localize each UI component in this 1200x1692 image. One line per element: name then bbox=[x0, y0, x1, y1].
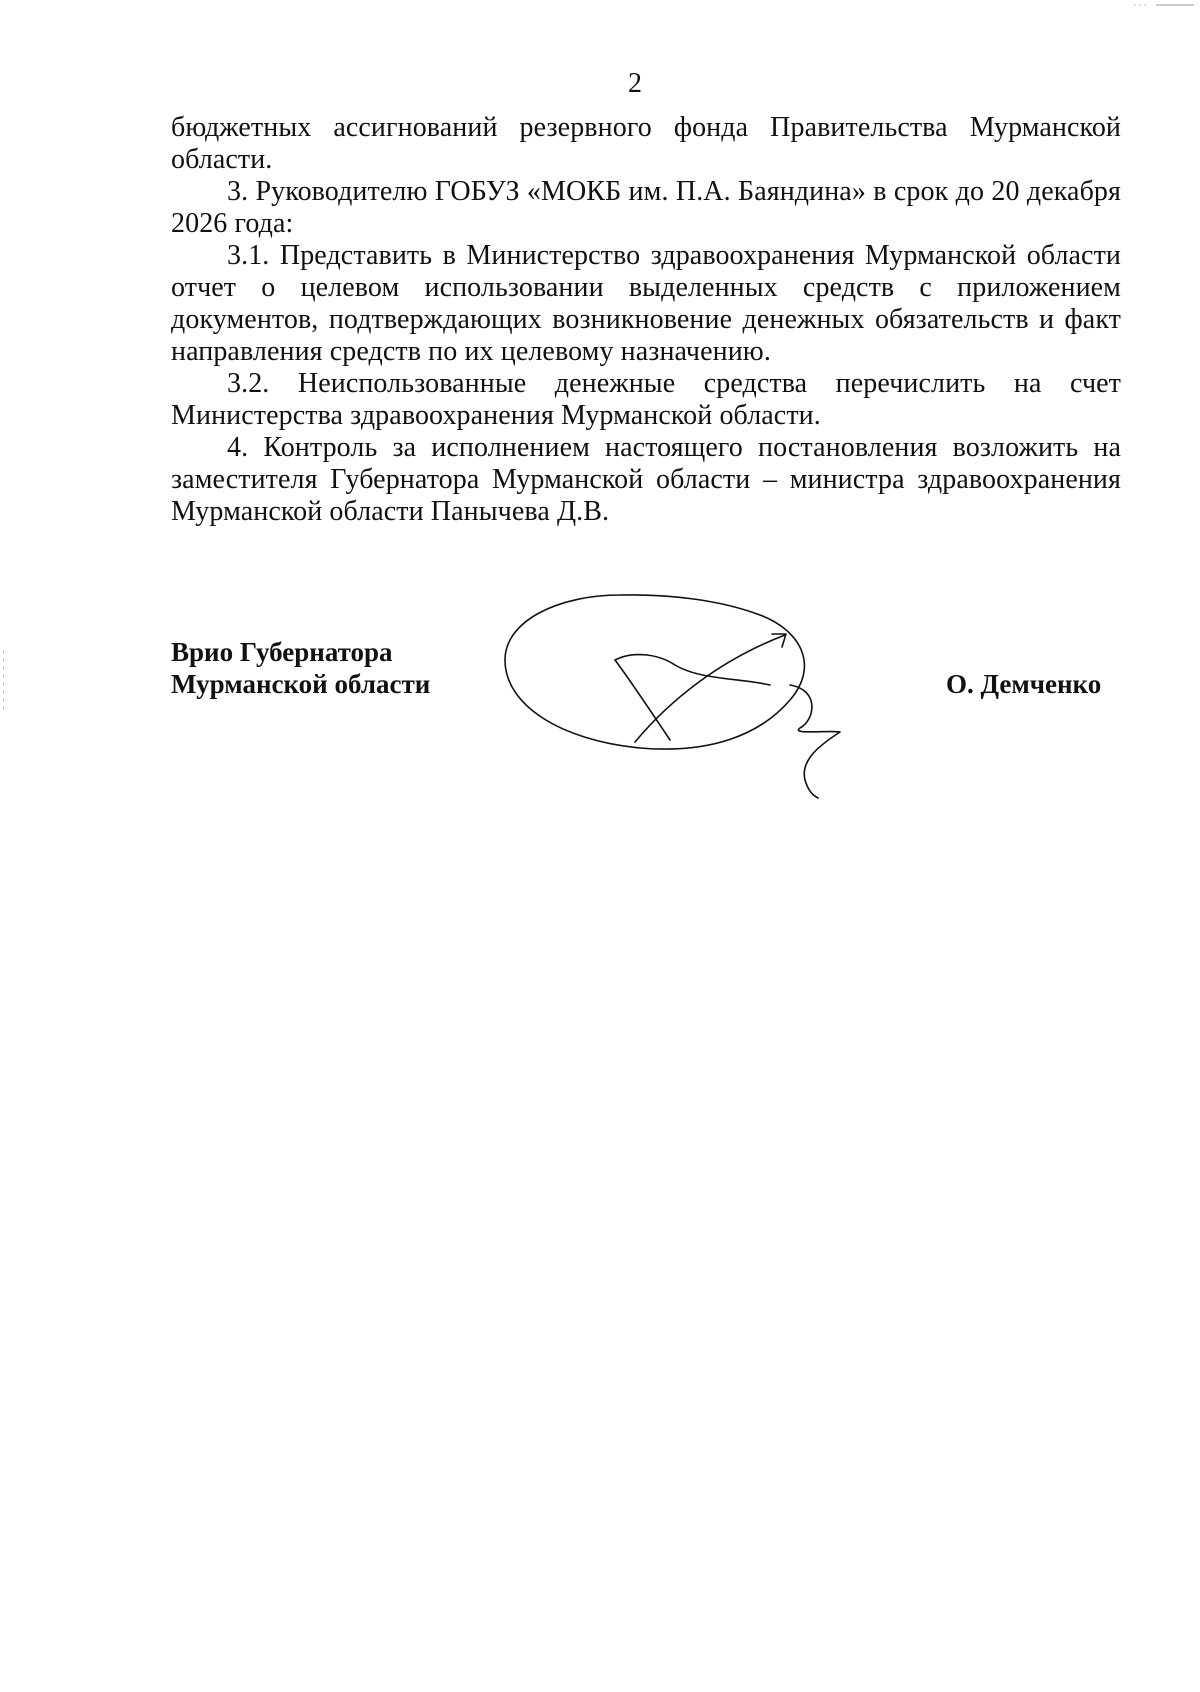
paragraph: 4. Контроль за исполнением настоящего постановления возложить на заместителя Губернатора Мурманской области – министра здравоохранения Мурманской области Панычева Д.В. bbox=[171, 432, 1121, 527]
handwritten-signature bbox=[500, 590, 880, 820]
page-number: 2 bbox=[628, 68, 642, 99]
scan-edge-mark bbox=[2, 650, 5, 710]
signer-title bbox=[171, 636, 430, 700]
paragraph: 3.2. Неиспользованные денежные средства перечислить на счет Министерства здравоохранения Мурманской области. bbox=[171, 368, 1121, 431]
paragraph: бюджетных ассигнований резервного фонда Правительства Мурманской области. bbox=[171, 112, 1121, 175]
paragraph: 3.1. Представить в Министерство здравоохранения Мурманской области отчет о целевом использовании выделенных средств с приложением документов, подтверждающих возникновение денежных обязательств и факт направления средств по их целевому назначению. bbox=[171, 240, 1121, 367]
signer-title-line2: Мурманской области bbox=[171, 669, 431, 699]
scan-artifact-mark bbox=[1134, 2, 1194, 8]
paragraph: 3. Руководителю ГОБУЗ «МОКБ им. П.А. Баяндина» в срок до 20 декабря 2026 года: bbox=[171, 176, 1121, 239]
signer-title-line1: Врио Губернатора bbox=[171, 637, 393, 667]
document-body bbox=[171, 112, 1121, 528]
signer-name: О. Демченко bbox=[946, 669, 1102, 699]
